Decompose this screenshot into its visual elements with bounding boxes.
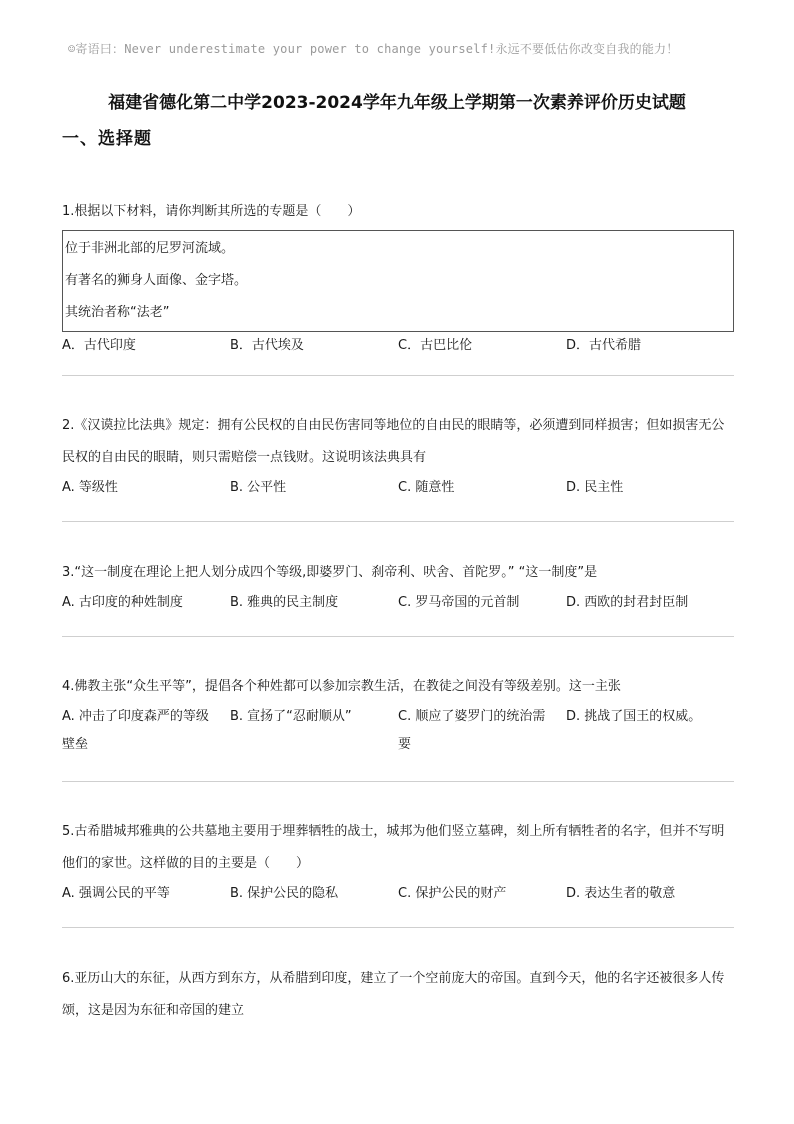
- option-d[interactable]: D．古代希腊: [566, 338, 642, 353]
- option-c[interactable]: C. 保护公民的财产: [398, 886, 507, 901]
- option-b[interactable]: B. 保护公民的隐私: [230, 886, 339, 901]
- question-6: [62, 963, 734, 1027]
- option-b[interactable]: B. 雅典的民主制度: [230, 595, 339, 610]
- question-3: [62, 557, 734, 617]
- option-b[interactable]: B．古代埃及: [230, 338, 304, 353]
- question-4: [62, 671, 734, 759]
- divider: [62, 375, 734, 376]
- option-d[interactable]: D. 挑战了国王的权威。: [566, 709, 702, 724]
- option-b[interactable]: B. 宣扬了“忍耐顺从”: [230, 709, 352, 724]
- divider: [62, 927, 734, 928]
- option-b[interactable]: B. 公平性: [230, 480, 287, 495]
- question-stem: 4.佛教主张“众生平等”，提倡各个种姓都可以参加宗教生活，在教徒之间没有等级差别。这一主张: [62, 679, 621, 694]
- option-c[interactable]: C. 随意性: [398, 480, 455, 495]
- options: [62, 589, 734, 617]
- option-c[interactable]: C. 罗马帝国的元首制: [398, 595, 520, 610]
- divider: [62, 521, 734, 522]
- options: [62, 332, 734, 360]
- option-a[interactable]: A. 冲击了印度森严的等级壁垒: [62, 709, 209, 752]
- question-stem: 3.“这一制度在理论上把人划分成四个等级,即婆罗门、刹帝利、吠舍、首陀罗。” “这一制度”是: [62, 565, 598, 580]
- option-a[interactable]: A．古代印度: [62, 338, 136, 353]
- option-a[interactable]: A. 强调公民的平等: [62, 886, 170, 901]
- option-a[interactable]: A. 古印度的种姓制度: [62, 595, 183, 610]
- material-box: [62, 230, 734, 332]
- question-stem: 1.根据以下材料，请你判断其所选的专题是（ ）: [62, 204, 361, 219]
- option-d[interactable]: D. 表达生者的敬意: [566, 886, 676, 901]
- material-line: 有著名的狮身人面像、金字塔。: [65, 273, 248, 288]
- option-a[interactable]: A. 等级性: [62, 480, 118, 495]
- divider: [62, 636, 734, 637]
- option-c[interactable]: C．古巴比伦: [398, 338, 473, 353]
- motto-header: ☺寄语曰：Never underestimate your power to change yourself!永远不要低估你改变自我的能力！: [68, 42, 679, 56]
- page-title: 福建省德化第二中学2023-2024学年九年级上学期第一次素养评价历史试题: [108, 93, 686, 113]
- options: [62, 474, 734, 502]
- question-stem: 6.亚历山大的东征，从西方到东方，从希腊到印度，建立了一个空前庞大的帝国。直到今天，他的名字还被很多人传颂，这是因为东征和帝国的建立: [62, 971, 725, 1018]
- options: [62, 880, 734, 908]
- option-d[interactable]: D. 西欧的封君封臣制: [566, 595, 689, 610]
- question-1: [62, 196, 734, 360]
- section-heading: 一、选择题: [62, 129, 152, 149]
- divider: [62, 781, 734, 782]
- material-line: 其统治者称“法老”: [65, 305, 170, 320]
- options: [62, 703, 734, 759]
- option-c[interactable]: C. 顺应了婆罗门的统治需要: [398, 709, 546, 752]
- question-stem: 5.古希腊城邦雅典的公共墓地主要用于埋葬牺牲的战士，城邦为他们竖立墓碑，刻上所有牺牲者的名字，但并不写明他们的家世。这样做的目的主要是（ ）: [62, 824, 725, 871]
- option-d[interactable]: D. 民主性: [566, 480, 624, 495]
- question-2: [62, 410, 734, 502]
- question-stem: 2.《汉谟拉比法典》规定：拥有公民权的自由民伤害同等地位的自由民的眼睛等，必须遭到同样损害；但如损害无公民权的自由民的眼睛，则只需赔偿一点钱财。这说明该法典具有: [62, 418, 725, 465]
- question-5: [62, 816, 734, 908]
- material-line: 位于非洲北部的尼罗河流域。: [65, 241, 235, 256]
